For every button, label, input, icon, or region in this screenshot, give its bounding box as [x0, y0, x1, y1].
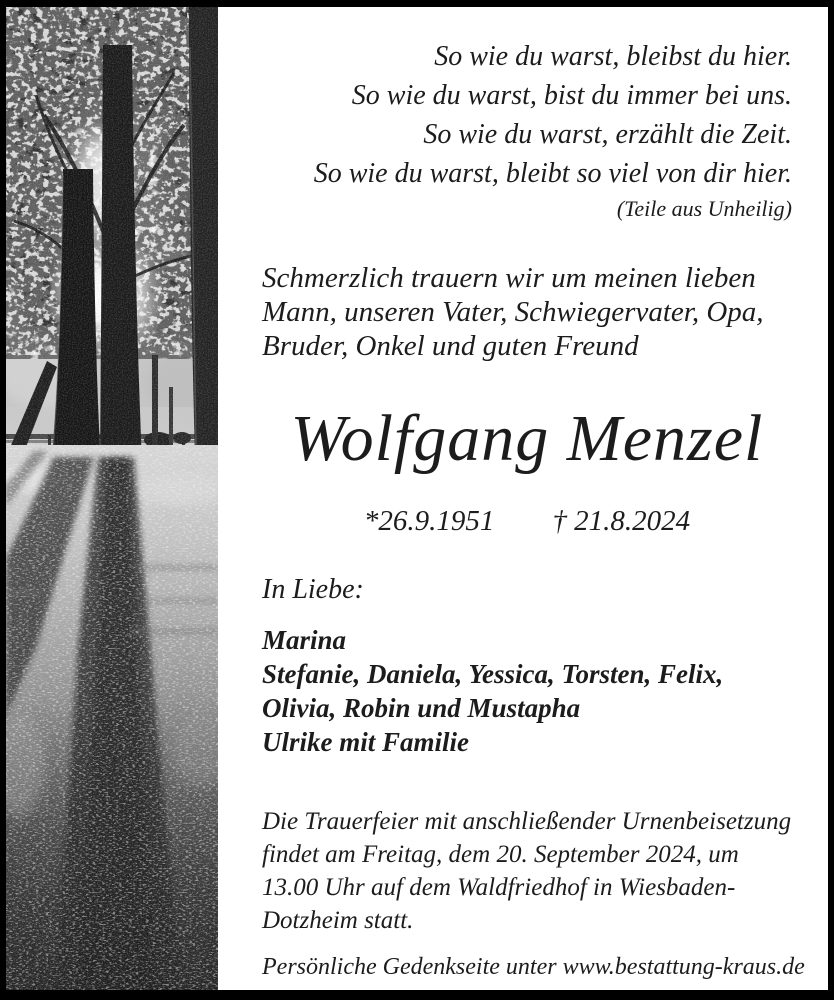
service-info: [262, 805, 792, 937]
poem-line: So wie du warst, bist du immer bei uns.: [351, 80, 792, 111]
service-line: Die Trauerfeier mit anschließender Urnenbeisetzung: [262, 808, 792, 835]
poem-line: So wie du warst, bleibst du hier.: [434, 41, 792, 72]
service-line: Dotzheim statt.: [262, 907, 414, 934]
deceased-name: Wolfgang Menzel: [290, 402, 764, 475]
mourners-heading: In Liebe:: [262, 574, 364, 605]
service-line: 13.00 Uhr auf dem Waldfriedhof in Wiesbaden-: [262, 874, 736, 901]
birth-date: *26.9.1951: [363, 505, 495, 537]
poem-attribution: (Teile aus Unheilig): [616, 196, 792, 221]
mourners-names: [262, 623, 792, 759]
park-trees-sunlight-illustration: [6, 7, 218, 990]
mourner-line: Olivia, Robin und Mustapha: [262, 693, 581, 723]
poem-line: So wie du warst, erzählt die Zeit.: [423, 119, 792, 150]
mourner-line: Ulrike mit Familie: [262, 727, 469, 757]
poem: [262, 37, 792, 225]
obituary-content: [218, 7, 828, 990]
service-line: findet am Freitag, dem 20. September 2024, um: [262, 841, 739, 868]
mourner-line: Stefanie, Daniela, Yessica, Torsten, Felix,: [262, 659, 724, 689]
mourner-line: Marina: [262, 625, 347, 655]
intro-text: [262, 261, 792, 363]
intro-line: Mann, unseren Vater, Schwiegervater, Opa,: [262, 296, 764, 328]
intro-line: Bruder, Onkel und guten Freund: [262, 330, 639, 362]
poem-line: So wie du warst, bleibt so viel von dir hier.: [313, 158, 792, 189]
obituary-page: [6, 7, 828, 990]
memorial-page-text: Persönliche Gedenkseite unter www.bestattung-kraus.de: [262, 954, 805, 980]
death-date: † 21.8.2024: [552, 505, 691, 537]
life-dates: [262, 503, 792, 539]
intro-line: Schmerzlich trauern wir um meinen lieben: [262, 262, 756, 294]
memorial-photo: [6, 7, 218, 990]
